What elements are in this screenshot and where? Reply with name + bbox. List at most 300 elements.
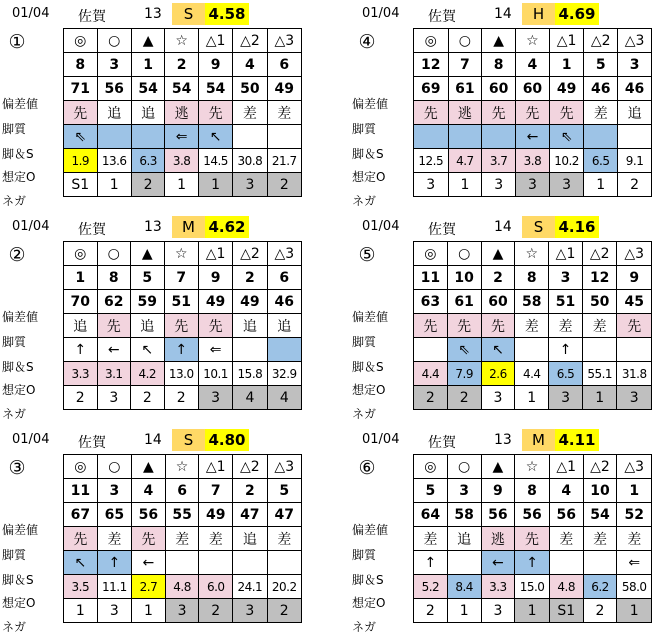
table-cell (233, 125, 267, 149)
race-venue: 佐賀 (78, 9, 106, 25)
table-cell: 追 (447, 527, 481, 551)
table-cell: 差 (583, 527, 617, 551)
table-cell: △1 (198, 242, 232, 266)
running-style-row (64, 101, 302, 125)
table-cell: 60 (482, 77, 516, 101)
table-cell: ▲ (481, 242, 515, 266)
table-cell: 追 (97, 101, 131, 125)
mark-row (414, 455, 652, 479)
table-cell: 4.4 (515, 362, 549, 386)
table-cell: 1.9 (64, 149, 98, 173)
race-venue: 佐賀 (78, 435, 106, 451)
race-date: 01/04 (362, 219, 400, 234)
row-label: 想定O (352, 596, 386, 610)
race-date: 01/04 (12, 6, 50, 21)
race-number: 13 (144, 219, 162, 235)
table-cell: 63 (414, 290, 448, 314)
table-cell (414, 125, 449, 149)
table-cell: ☆ (165, 455, 199, 479)
race-index: ② (8, 244, 26, 266)
race-score-badge: 4.58 (205, 3, 249, 25)
table-cell: 2 (199, 599, 233, 623)
table-cell (199, 551, 233, 575)
race-number: 14 (494, 219, 512, 235)
horse-number-row (414, 479, 652, 503)
table-cell: 4 (132, 479, 166, 503)
row-label: 想定O (2, 383, 36, 397)
race-class-badge: S (172, 429, 205, 451)
negative-row (414, 599, 652, 623)
table-cell: 差 (97, 527, 131, 551)
expected-odds-row (414, 149, 652, 173)
table-cell: 1 (617, 599, 652, 623)
table-cell: 先 (515, 527, 550, 551)
table-cell: 56 (515, 503, 550, 527)
table-cell: ↑ (549, 338, 583, 362)
horse-number-row (64, 53, 302, 77)
table-cell: 5 (131, 266, 165, 290)
table-cell: 2 (165, 53, 199, 77)
row-label: ネガ (352, 194, 377, 208)
table-cell: ☆ (516, 29, 550, 53)
table-cell: 50 (582, 290, 617, 314)
table-cell: 6 (165, 479, 199, 503)
running-style-row (64, 314, 302, 338)
table-cell: 3 (198, 386, 232, 410)
table-cell: 1 (582, 386, 617, 410)
table-cell: ⇐ (165, 125, 199, 149)
race-header (2, 215, 302, 239)
table-cell: 1 (165, 173, 199, 197)
table-cell: 追 (233, 314, 267, 338)
table-cell: 先 (447, 314, 481, 338)
race-number: 14 (144, 432, 162, 448)
table-cell: 12.5 (414, 149, 449, 173)
table-cell: 追 (267, 314, 301, 338)
table-cell: 1 (515, 386, 549, 410)
leg-speed-row (414, 551, 652, 575)
table-cell: 6.0 (199, 575, 233, 599)
table-cell: 3 (97, 53, 131, 77)
race-index: ⑤ (358, 244, 376, 266)
table-cell: 4.2 (131, 362, 165, 386)
table-cell: 差 (233, 101, 267, 125)
table-cell: 3 (618, 53, 652, 77)
deviation-row (64, 290, 302, 314)
table-cell: 3 (97, 386, 131, 410)
table-cell: 差 (414, 527, 448, 551)
table-cell: ← (97, 338, 131, 362)
table-cell: 70 (64, 290, 98, 314)
table-cell (414, 338, 448, 362)
row-label: 偏差値 (2, 310, 39, 324)
race-table (413, 454, 652, 623)
race-score-badge: 4.11 (555, 429, 599, 451)
table-cell: △1 (198, 29, 232, 53)
table-cell: 8 (482, 53, 516, 77)
table-cell (267, 125, 301, 149)
race-class-badge: S (172, 3, 205, 25)
mark-row (64, 455, 302, 479)
table-cell: 20.2 (267, 575, 301, 599)
row-label: ネガ (352, 407, 377, 421)
race-venue: 佐賀 (78, 222, 106, 238)
row-label: 想定O (2, 596, 36, 610)
table-cell: 3 (97, 479, 131, 503)
table-cell: 1 (584, 173, 618, 197)
table-cell: 5 (267, 479, 301, 503)
table-cell: ▲ (482, 29, 516, 53)
table-cell: 54 (198, 77, 232, 101)
expected-odds-row (64, 362, 302, 386)
table-cell: 3 (165, 599, 199, 623)
table-cell: 55 (165, 503, 199, 527)
table-cell (165, 551, 199, 575)
table-cell: 10 (447, 266, 481, 290)
table-cell: 13.6 (97, 149, 131, 173)
running-style-row (414, 101, 652, 125)
table-cell: 2 (267, 173, 301, 197)
table-cell: 47 (267, 503, 301, 527)
table-cell: 49 (199, 503, 233, 527)
table-cell: 8 (64, 53, 98, 77)
table-cell: 3 (481, 386, 515, 410)
row-label: 想定O (352, 170, 386, 184)
table-cell: 9 (198, 266, 232, 290)
table-cell: 55.1 (582, 362, 617, 386)
row-label: 脚＆S (2, 573, 34, 587)
table-cell (584, 125, 618, 149)
table-cell: 6.3 (131, 149, 165, 173)
table-cell: ▲ (131, 29, 165, 53)
table-cell: 3.5 (64, 575, 98, 599)
race-venue: 佐賀 (428, 435, 456, 451)
table-cell: 58.0 (617, 575, 652, 599)
table-cell: 1 (549, 53, 584, 77)
leg-speed-row (64, 125, 302, 149)
table-cell: △3 (267, 242, 301, 266)
table-cell: ☆ (165, 29, 199, 53)
table-cell: 64 (414, 503, 448, 527)
table-cell: 3.7 (482, 149, 516, 173)
table-cell: 先 (617, 314, 652, 338)
table-cell: 49 (267, 77, 301, 101)
table-cell: 3 (482, 173, 516, 197)
deviation-row (64, 503, 302, 527)
table-cell: 67 (64, 503, 98, 527)
leg-speed-row (64, 551, 302, 575)
race-class-badge: S (522, 216, 555, 238)
table-cell: 71 (64, 77, 98, 101)
leg-speed-row (414, 338, 652, 362)
table-cell: 4.8 (165, 575, 199, 599)
table-cell: 61 (448, 77, 482, 101)
table-cell: 8 (515, 479, 550, 503)
table-cell (617, 338, 652, 362)
table-cell: 2 (164, 386, 198, 410)
row-label: ネガ (2, 620, 27, 634)
table-cell (482, 125, 516, 149)
table-cell: 2 (233, 479, 267, 503)
race-number: 14 (494, 6, 512, 22)
table-cell: 6 (267, 266, 301, 290)
table-cell: 1 (447, 599, 481, 623)
negative-row (64, 599, 302, 623)
table-cell: 56 (132, 503, 166, 527)
table-cell: 差 (584, 101, 618, 125)
table-cell: ↑ (164, 338, 198, 362)
table-cell: 14.5 (198, 149, 232, 173)
table-cell (97, 125, 131, 149)
table-cell: 4 (267, 386, 301, 410)
table-cell: 差 (267, 101, 301, 125)
table-cell (131, 125, 165, 149)
table-cell: 54 (583, 503, 617, 527)
table-cell: 3.8 (516, 149, 550, 173)
table-cell: 差 (267, 527, 301, 551)
table-cell: 4.8 (549, 575, 583, 599)
table-cell: 58 (447, 503, 481, 527)
table-cell: △2 (233, 29, 267, 53)
race-header (2, 428, 302, 452)
table-cell: 30.8 (233, 149, 267, 173)
table-cell: ↖ (198, 125, 232, 149)
table-cell: 3 (617, 386, 652, 410)
table-cell: 51 (164, 290, 198, 314)
deviation-row (414, 290, 652, 314)
row-label: 脚＆S (352, 147, 384, 161)
table-cell: 先 (482, 101, 516, 125)
table-cell: 先 (414, 314, 448, 338)
table-cell: △2 (582, 242, 617, 266)
table-cell: ▲ (481, 455, 515, 479)
table-cell: 差 (515, 314, 549, 338)
table-cell: 8 (97, 266, 131, 290)
table-cell: 1 (97, 173, 131, 197)
table-cell: 11 (414, 266, 448, 290)
table-cell: ◎ (414, 455, 448, 479)
race-table (63, 241, 302, 410)
table-cell: 先 (64, 527, 98, 551)
table-cell: ▲ (132, 455, 166, 479)
table-cell (233, 551, 267, 575)
table-cell: 1 (64, 599, 98, 623)
table-cell: 4 (516, 53, 550, 77)
table-cell: ☆ (515, 242, 549, 266)
table-cell: 49 (549, 77, 584, 101)
table-cell: △1 (549, 455, 583, 479)
table-cell: ○ (447, 455, 481, 479)
table-cell: 差 (549, 314, 583, 338)
row-label: 脚＆S (352, 360, 384, 374)
table-cell: ☆ (164, 242, 198, 266)
table-cell: 先 (481, 314, 515, 338)
table-cell: 50 (233, 77, 267, 101)
table-cell: 69 (414, 77, 449, 101)
table-cell: 先 (64, 101, 98, 125)
horse-number-row (414, 53, 652, 77)
table-cell: S1 (64, 173, 98, 197)
table-cell: △1 (549, 242, 583, 266)
table-cell: ← (132, 551, 166, 575)
table-cell: 3 (516, 173, 550, 197)
race-class-badge: M (522, 429, 555, 451)
table-cell: △2 (583, 455, 617, 479)
race-index: ① (8, 31, 26, 53)
table-cell: 2 (481, 266, 515, 290)
table-cell: 3.8 (165, 149, 199, 173)
table-cell: ↖ (131, 338, 165, 362)
table-cell: 8 (515, 266, 549, 290)
table-cell: ↑ (414, 551, 448, 575)
row-label: ネガ (2, 407, 27, 421)
expected-odds-row (64, 575, 302, 599)
row-label: 偏差値 (2, 97, 39, 111)
row-label: ネガ (352, 620, 377, 634)
table-cell: △2 (584, 29, 618, 53)
table-cell: 4.4 (414, 362, 448, 386)
table-cell: 58 (515, 290, 549, 314)
table-cell: 5 (414, 479, 448, 503)
table-cell (233, 338, 267, 362)
row-label: 脚＆S (2, 147, 34, 161)
row-label: 脚質 (352, 122, 377, 136)
table-cell: 1 (132, 599, 166, 623)
table-cell: ○ (97, 455, 131, 479)
table-cell: 6.5 (584, 149, 618, 173)
table-cell: 32.9 (267, 362, 301, 386)
table-cell: ▲ (131, 242, 165, 266)
running-style-row (414, 314, 652, 338)
race-table (63, 28, 302, 197)
table-cell: ☆ (515, 455, 550, 479)
leg-speed-row (64, 338, 302, 362)
table-cell: 差 (582, 314, 617, 338)
row-label: 偏差値 (352, 97, 389, 111)
table-cell: 3.3 (64, 362, 98, 386)
table-cell: 4.7 (448, 149, 482, 173)
row-label: ネガ (2, 194, 27, 208)
row-label: 脚＆S (2, 360, 34, 374)
table-cell: 49 (233, 290, 267, 314)
table-cell: 差 (617, 527, 652, 551)
table-cell: 9 (617, 266, 652, 290)
table-cell: 6 (267, 53, 301, 77)
race-block (2, 215, 302, 421)
table-cell (582, 338, 617, 362)
table-cell: 2 (583, 599, 617, 623)
table-cell: 4 (233, 53, 267, 77)
table-cell: 2 (414, 386, 448, 410)
race-header (352, 428, 652, 452)
race-class-badge: M (172, 216, 205, 238)
table-cell: 先 (549, 101, 584, 125)
table-cell: 46 (267, 290, 301, 314)
negative-row (414, 386, 652, 410)
table-cell: 60 (516, 77, 550, 101)
table-cell: 先 (132, 527, 166, 551)
table-cell: S1 (549, 599, 583, 623)
race-index: ⑥ (358, 457, 376, 479)
table-cell (267, 338, 301, 362)
race-score-badge: 4.80 (205, 429, 249, 451)
expected-odds-row (64, 149, 302, 173)
table-cell: △3 (617, 242, 652, 266)
race-block (352, 2, 652, 208)
table-cell: 10.1 (198, 362, 232, 386)
table-cell: 7.9 (447, 362, 481, 386)
race-class-badge: H (522, 3, 555, 25)
table-cell: 54 (165, 77, 199, 101)
table-cell: ← (481, 551, 515, 575)
table-cell: 追 (131, 314, 165, 338)
race-block (2, 428, 302, 634)
horse-number-row (414, 266, 652, 290)
row-label: 偏差値 (352, 523, 389, 537)
table-cell: 4 (233, 386, 267, 410)
table-cell: ⇐ (198, 338, 232, 362)
table-cell: 10.2 (549, 149, 584, 173)
table-cell: ↖ (481, 338, 515, 362)
horse-number-row (64, 266, 302, 290)
table-cell: 1 (131, 53, 165, 77)
race-table (413, 28, 652, 197)
table-cell: ◎ (64, 29, 98, 53)
deviation-row (414, 77, 652, 101)
table-cell: 3 (549, 266, 583, 290)
table-cell: 47 (233, 503, 267, 527)
deviation-row (414, 503, 652, 527)
row-label: 脚質 (2, 335, 27, 349)
table-cell: 3 (481, 599, 515, 623)
table-cell: ○ (97, 242, 131, 266)
table-cell: 46 (618, 77, 652, 101)
race-venue: 佐賀 (428, 9, 456, 25)
table-cell: 2 (233, 266, 267, 290)
table-cell: △2 (233, 455, 267, 479)
table-cell: 5.2 (414, 575, 448, 599)
table-cell: 46 (584, 77, 618, 101)
race-header (2, 2, 302, 26)
table-cell: ⇖ (549, 125, 584, 149)
table-cell: ↑ (64, 338, 98, 362)
table-cell: 5 (584, 53, 618, 77)
table-cell: 15.8 (233, 362, 267, 386)
table-cell: 11 (64, 479, 98, 503)
table-cell: 52 (617, 503, 652, 527)
table-cell: 3 (447, 479, 481, 503)
table-cell: 45 (617, 290, 652, 314)
table-cell: 62 (97, 290, 131, 314)
table-cell: 61 (447, 290, 481, 314)
row-label: 脚質 (352, 548, 377, 562)
table-cell: 3.3 (481, 575, 515, 599)
table-cell: 先 (414, 101, 449, 125)
table-cell: ⇐ (617, 551, 652, 575)
table-cell: △3 (267, 29, 301, 53)
table-cell: 先 (516, 101, 550, 125)
table-cell: ○ (448, 29, 482, 53)
race-header (352, 215, 652, 239)
leg-speed-row (414, 125, 652, 149)
table-cell (618, 125, 652, 149)
table-cell: 差 (199, 527, 233, 551)
table-cell: 2 (618, 173, 652, 197)
table-cell: 逃 (165, 101, 199, 125)
table-cell: 2 (64, 386, 98, 410)
race-date: 01/04 (362, 6, 400, 21)
table-cell: ◎ (64, 242, 98, 266)
